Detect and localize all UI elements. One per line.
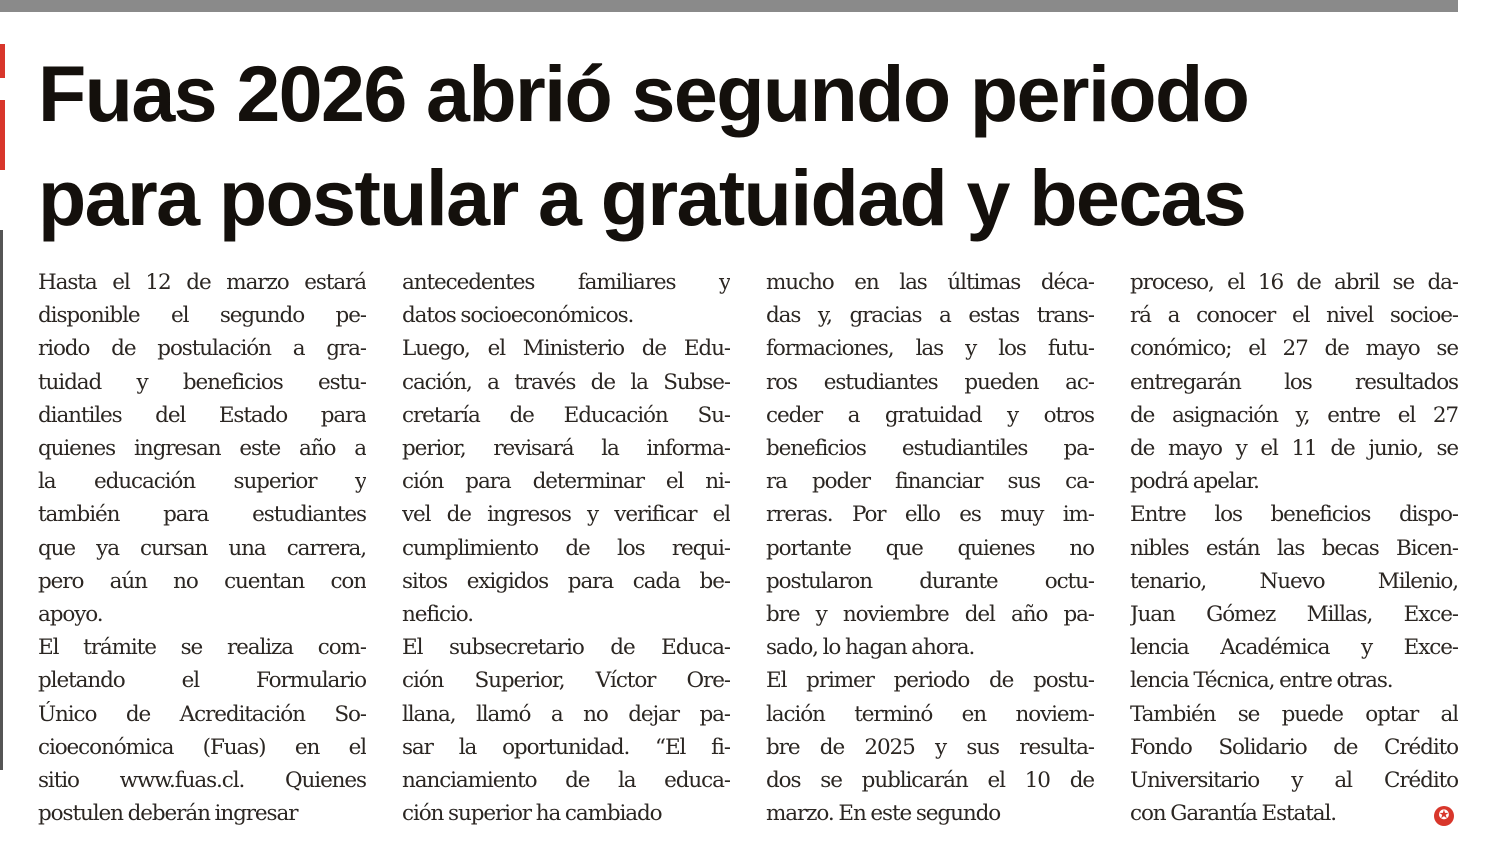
article-column-1 [38, 266, 366, 830]
article-line: postulen deberán ingresar [38, 801, 298, 827]
article-line: sado, lo hagan ahora. [766, 635, 975, 661]
article-line: nibles están las becas Bicen- [1130, 535, 1458, 561]
page-gutter [0, 230, 3, 770]
article-line: bre de 2025 y sus resulta- [766, 734, 1094, 760]
article-line: cación, a través de la Subse- [402, 369, 730, 395]
article-column-2 [402, 266, 730, 830]
article-line: vel de ingresos y verificar el [402, 502, 730, 528]
article-line: ros estudiantes pueden ac- [766, 369, 1094, 395]
article-line: Juan Gómez Millas, Exce- [1130, 602, 1458, 628]
article-line: lencia Académica y Exce- [1130, 635, 1458, 661]
headline-line: Fuas 2026 abrió segundo periodo [38, 49, 1249, 138]
article-column-3 [766, 266, 1094, 830]
article-line: cumplimiento de los requi- [402, 535, 730, 561]
article-line: formaciones, las y los futu- [766, 336, 1094, 362]
article-line: Luego, el Ministerio de Edu- [402, 336, 730, 362]
article-line: Único de Acreditación So- [38, 701, 366, 727]
article-line: la educación superior y [38, 469, 366, 495]
edge-marker [0, 100, 5, 170]
article-line: das y, gracias a estas trans- [766, 303, 1094, 329]
article-line: portante que quienes no [766, 535, 1094, 561]
article-line: de asignación y, entre el 27 [1130, 402, 1458, 428]
article-line: entregarán los resultados [1130, 369, 1458, 395]
article-line: cioeconómica (Fuas) en el [38, 734, 366, 760]
article-line: Universitario y al Crédito [1130, 768, 1458, 794]
article-line: podrá apelar. [1130, 469, 1259, 495]
article-line: disponible el segundo pe- [38, 303, 366, 329]
article-line: mucho en las últimas déca- [766, 270, 1094, 295]
article-line: lación terminó en noviem- [766, 701, 1094, 727]
article-line: bre y noviembre del año pa- [766, 602, 1094, 628]
headline [38, 42, 1458, 250]
article-line: sitio www.fuas.cl. Quienes [38, 768, 366, 794]
article-line: sar la oportunidad. “El fi- [402, 734, 730, 760]
article-line: que ya cursan una carrera, [38, 535, 366, 561]
article-line: Entre los beneficios dispo- [1130, 502, 1458, 528]
article-line: tuidad y beneficios estu- [38, 369, 366, 395]
article-line: neficio. [402, 602, 473, 628]
article-line: diantiles del Estado para [38, 402, 366, 428]
article-line: postularon durante octu- [766, 568, 1094, 594]
article-line: El primer periodo de postu- [766, 668, 1094, 694]
article-line: riodo de postulación a gra- [38, 336, 366, 362]
article-line: pero aún no cuentan con [38, 568, 366, 594]
article-line: lencia Técnica, entre otras. [1130, 668, 1393, 694]
edge-marker [0, 44, 5, 78]
article-line: Fondo Solidario de Crédito [1130, 734, 1458, 760]
article-line: antecedentes familiares y [402, 270, 730, 295]
article-line: conómico; el 27 de mayo se [1130, 336, 1458, 362]
article-line: ceder a gratuidad y otros [766, 402, 1094, 428]
article-line: perior, revisará la informa- [402, 436, 730, 462]
article-line: rá a conocer el nivel socioe- [1130, 303, 1458, 329]
article-line: rreras. Por ello es muy im- [766, 502, 1094, 528]
article-line: con Garantía Estatal. [1130, 801, 1337, 827]
article-line: apoyo. [38, 602, 103, 628]
article-line: cretaría de Educación Su- [402, 402, 730, 428]
article-line: También se puede optar al [1130, 701, 1458, 727]
article-line: de mayo y el 11 de junio, se [1130, 436, 1458, 462]
article-line: pletando el Formulario [38, 668, 366, 694]
article-line: tenario, Nuevo Milenio, [1130, 568, 1458, 594]
article-line: también para estudiantes [38, 502, 366, 528]
star-end-icon: ✪ [1434, 806, 1454, 826]
article-line: proceso, el 16 de abril se da- [1130, 270, 1458, 295]
article-line: llana, llamó a no dejar pa- [402, 701, 730, 727]
article-column-4 [1130, 266, 1458, 830]
article-line: beneficios estudiantiles pa- [766, 436, 1094, 462]
article-line: sitos exigidos para cada be- [402, 568, 730, 594]
article-line: Hasta el 12 de marzo estará [38, 270, 366, 295]
article-line: ción superior ha cambiado [402, 801, 662, 827]
article-line: ción para determinar el ni- [402, 469, 730, 495]
article-line: marzo. En este segundo [766, 801, 1001, 827]
headline-line: para postular a gratuidad y becas [38, 153, 1246, 242]
article-line: quienes ingresan este año a [38, 436, 366, 462]
article-line: ción Superior, Víctor Ore- [402, 668, 730, 694]
article-line: nanciamiento de la educa- [402, 768, 730, 794]
article-line: datos socioeconómicos. [402, 303, 634, 329]
article-line: El trámite se realiza com- [38, 635, 366, 661]
article-line: ra poder financiar sus ca- [766, 469, 1094, 495]
top-rule [0, 0, 1458, 12]
article-line: El subsecretario de Educa- [402, 635, 730, 661]
article-line: dos se publicarán el 10 de [766, 768, 1094, 794]
